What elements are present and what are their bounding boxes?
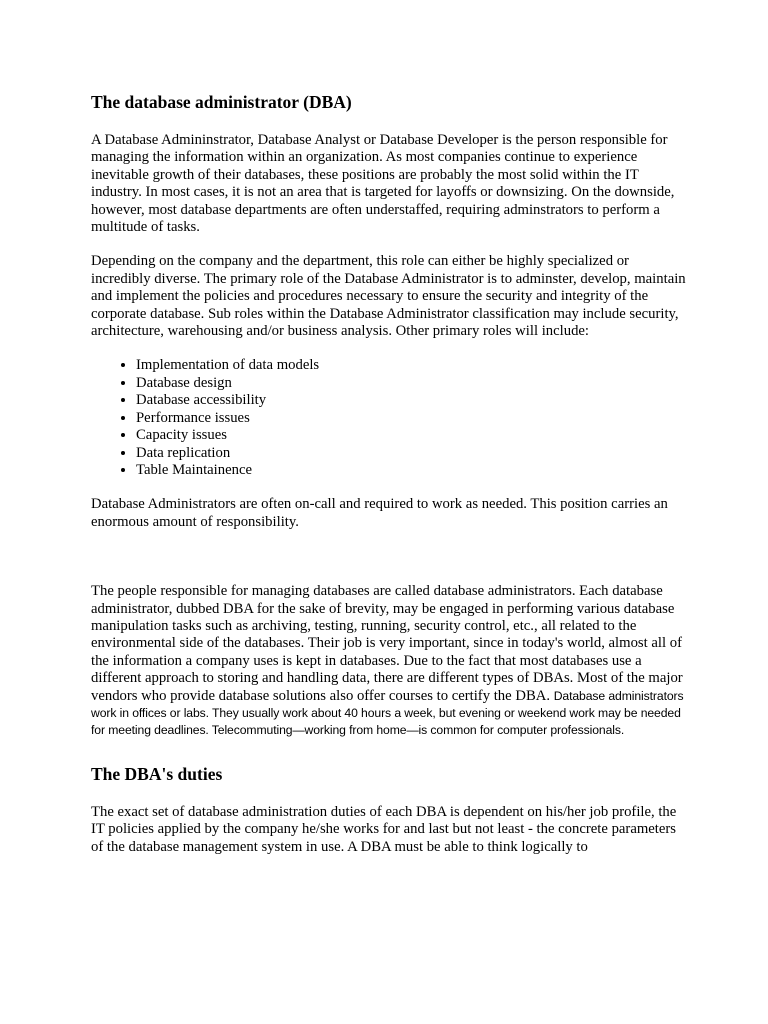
heading-dba: The database administrator (DBA) [91, 92, 352, 112]
heading-dba-duties: The DBA's duties [91, 763, 223, 784]
paragraph-oncall: Database Administrators are often on-call and required to work as needed. This position carries an enormous amount of responsibility. [91, 496, 668, 530]
list-item: • Performance issues [136, 410, 691, 427]
paragraph-intro: A Database Admininstrator, Database Analyst or Database Developer is the person responsible for managing the information within an organization. As most companies continue to experience inevitable growth of their databases, these positions are probably the most solid within the IT industry. In most cases, it is not an area that is targeted for layoffs or downsizing. On the downside, however, most database departments are often understaffed, requiring adminstrators to perform a multitude of tasks. [91, 132, 675, 236]
list-item: • Table Maintainence [136, 462, 691, 479]
paragraph-duties: The exact set of database administration duties of each DBA is dependent on his/her job profile, the IT policies applied by the company he/she works for and last but not least - the concrete parameters of the database management system in use. A DBA must be able to think logically to [91, 803, 677, 855]
list-item: • Database accessibility [136, 392, 691, 409]
list-item: • Database design [136, 375, 691, 392]
list-item: • Implementation of data models [136, 357, 691, 374]
document-page [91, 92, 691, 856]
paragraph-role: Depending on the company and the department, this role can either be highly specialized or incredibly diverse. The primary role of the Database Administrator is to adminster, develop, maintain and implement the policies and procedures necessary to ensure the security and integrity of the corporate database. Sub roles within the Database Administrator classification may include security, architecture, warehousing and/or business analysis. Other primary roles will include: [91, 253, 686, 340]
list-item: • Data replication [136, 445, 691, 462]
paragraph-people [91, 583, 691, 740]
paragraph-work-conditions: Database administrators work in offices or labs. They usually work about 40 hours a week, but evening or weekend work may be needed for meeting deadlines. Telecommuting—working from home—is common for computer professionals. [91, 688, 684, 738]
paragraph-people-text: The people responsible for managing databases are called database administrators. Each database administrator, dubbed DBA for the sake of brevity, may be engaged in performing various database manipulation tasks such as archiving, testing, running, security control, etc., all related to the environmental side of the databases. Their job is very important, since in today's world, almost all of the information a company uses is kept in databases. Due to the fact that most databases use a different approach to storing and handling data, there are different types of DBAs. Most of the major vendors who provide database solutions also offer courses to certify the DBA. [91, 583, 683, 704]
roles-list [91, 357, 691, 479]
list-item: • Capacity issues [136, 427, 691, 444]
